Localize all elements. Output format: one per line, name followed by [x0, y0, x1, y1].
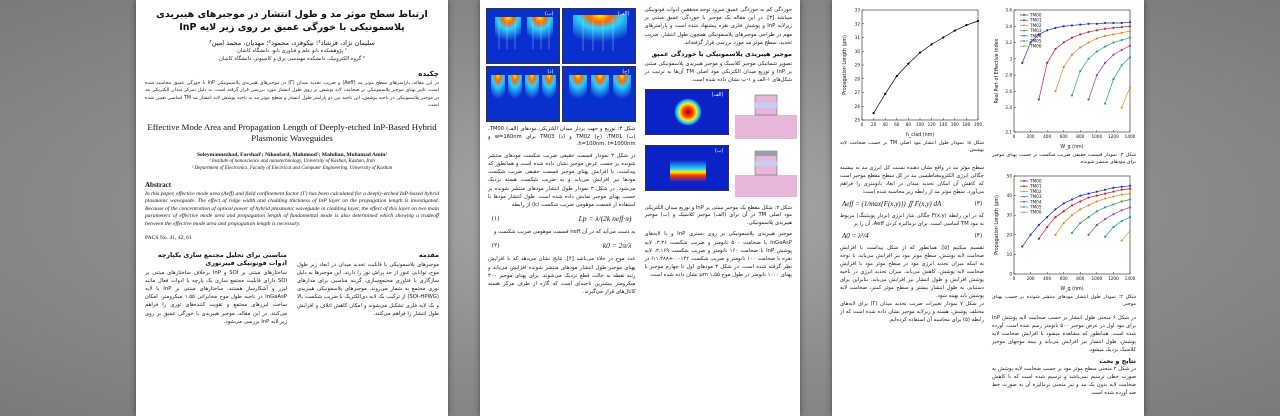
x-tick-label: 1000 — [1091, 134, 1103, 139]
x-tick-label: 200 — [1026, 134, 1035, 139]
chart-propagation-vs-cladding — [840, 4, 984, 140]
page3-text-c: تقسیم میکنیم [۵]. همانطور که از شکل پیداست با افزایش ضخامت لایه پوشش، سطح موثر مود نیز افزایش می‌یابد. با توجه به اینکه میزان تحدید انرژی مود در سطح موثر مود با افزایش ضخامت لایه پوشش، کاهش می‌یابد. میزان تحدید انرژی در ناحیه پوشش افزایش و طول انتشار نیز افزایش می‌یابد. بنابراین برای دستیابی به طول انتشار بیشتر و سطح موثر کمتر، ضخامت لایه پوشش باید بهینه شود. — [840, 245, 984, 299]
data-point-tm05 — [1129, 56, 1131, 58]
legend-label: TM02 — [1030, 22, 1042, 28]
data-point-tm02 — [1063, 66, 1065, 68]
y-tick-label: 2.8 — [1005, 72, 1012, 78]
equation-1 — [492, 214, 632, 223]
legend-marker — [1023, 211, 1025, 213]
data-point-tm03 — [1087, 58, 1089, 60]
data-point-tm01 — [1096, 29, 1098, 31]
data-point-tm04 — [1104, 62, 1106, 64]
figure-2b-label: (ب) — [714, 147, 724, 154]
page3-text-b: که در این رابطه F(x,y) چگالی شار انرژی (بردار پوینتینگ) مربوط به مود TM اساسی است. برای نرمالیزه کردن Aeff، آن را بر — [840, 213, 984, 227]
data-point-tm02 — [1063, 222, 1065, 224]
data-point-tm00 — [1054, 27, 1056, 29]
data-point-tm01 — [1104, 193, 1106, 195]
data-point-tm00 — [1079, 195, 1081, 197]
data-point-tm03 — [1079, 222, 1081, 224]
second-column-heading: مناسبی برای تحلیل مجتمع سازی یکپارچه ادوات فوتونیکی فیبرنوری — [157, 250, 287, 267]
legend-marker — [1023, 19, 1025, 21]
x-tick-label: 0 — [860, 122, 864, 127]
data-point-tm00 — [1104, 22, 1106, 24]
data-point-tm04 — [1112, 54, 1114, 56]
data-point-tm06 — [1129, 86, 1131, 88]
data-point-tm05 — [1112, 226, 1114, 228]
legend-marker — [1023, 201, 1025, 203]
data-point-tm02 — [1071, 214, 1073, 216]
second-column-text: ساختارهای مبتنی بر SOI و InP برخلاف ساختارهای مبتنی بر SOI دارای قابلیت مجتمع سازی یک پارچه با ادوات فعال مانند لیزر و آشکارساز هستند. ساختارهای مبتنی بر InP با لایه InGaAsP در ناحیه طول موج مخابراتی ۱.۵۵ میکرومتر، امکان ساخت لیزرهای مجتمع و تقویت کننده‌های نوری را فراهم می‌کنند. در این مقاله، موجبر هیبریدی با خورگی عمیق بر روی زیر لایه InP بررسی می‌شود. — [145, 269, 287, 325]
figure-2-caption: شکل ۲: شکل مقطع یک موجبر مبتنی بر InP و توزیع میدان الکتریکی مود اصلی TM در آن برای (الف) موجبر کلاسیک و (ب) موجبر هیبریدی پلاسمونیکی. — [644, 204, 792, 226]
y-tick-label: 29 — [854, 62, 860, 68]
data-point-tm01 — [1129, 188, 1131, 190]
y-tick-label: 27 — [854, 90, 860, 95]
legend-marker — [1023, 180, 1025, 182]
data-point-tm04 — [1104, 218, 1106, 220]
data-point-tm02 — [1112, 195, 1114, 197]
x-tick-label: 20 — [870, 122, 877, 127]
data-point-tm05 — [1104, 236, 1106, 238]
data-point-tm0 — [942, 36, 944, 38]
data-point-tm01 — [1096, 195, 1098, 197]
x-tick-label: 140 — [939, 122, 948, 127]
data-point-tm03 — [1121, 200, 1123, 202]
y-axis-label: Propagation Length (μm) — [995, 195, 1000, 255]
legend-label: TM05 — [1030, 204, 1042, 210]
x-tick-label: 100 — [916, 122, 924, 127]
y-axis-label: Propagation Length (μm) — [843, 35, 848, 95]
data-point-tm03 — [1112, 41, 1114, 43]
data-point-tm00 — [1104, 189, 1106, 191]
data-point-tm03 — [1104, 46, 1106, 48]
data-point-tm02 — [1079, 208, 1081, 210]
data-point-tm02 — [1054, 90, 1056, 92]
body-columns — [145, 251, 439, 326]
y-tick-label: 3.4 — [1005, 23, 1012, 29]
equation-2-formula: k0 = 2π/λ — [602, 241, 632, 251]
data-point-tm04 — [1129, 45, 1131, 47]
y-tick-label: 28 — [854, 76, 860, 82]
data-point-tm06 — [1121, 240, 1123, 242]
figure-2a-label: (الف) — [711, 91, 724, 98]
legend-label: TM00 — [1030, 178, 1042, 184]
x-axis-label: W_g (nm) — [1060, 287, 1084, 292]
x-tick-label: 40 — [882, 122, 888, 127]
page2-section-heading: موجبر هیبریدی پلاسمونیکی با خوردگی عمیق — [651, 50, 792, 59]
y-tick-label: 2.4 — [1005, 105, 1012, 111]
legend-marker — [1023, 196, 1025, 198]
data-point-tm00 — [1021, 62, 1023, 64]
equation-3-formula: Aeff = (1/max{F(x,y)}) ∬ F(x,y) dA — [842, 200, 942, 208]
x-tick-label: 80 — [905, 122, 912, 127]
mode-profile-classic — [645, 89, 729, 135]
field-map-tm01 — [486, 8, 560, 64]
english-affiliation-2: ² Department of Electronics, Faculty of Electrical and Computer Engineering, University of Kashan — [191, 165, 393, 171]
data-point-tm04 — [1112, 213, 1114, 215]
y-tick-label: 3.6 — [1005, 7, 1012, 13]
persian-title: ارتباط سطح موثر مد و طول انتشار در موجبرهای هیبریدی پلاسمونیکی با خورگی عمیق بر روی زیر لایه InP — [156, 9, 428, 33]
x-tick-label: 1000 — [1091, 276, 1103, 281]
legend-label: TM03 — [1030, 28, 1042, 34]
x-tick-label: 60 — [894, 122, 900, 127]
x-tick-label: 1200 — [1108, 134, 1119, 139]
data-point-tm00 — [1121, 186, 1123, 188]
legend-marker — [1023, 35, 1025, 37]
data-point-tm00 — [1112, 22, 1114, 24]
y-axis-label: Real Part of Effective Index — [995, 38, 1000, 104]
persian-abstract-heading: چکیده — [418, 69, 439, 78]
data-point-tm01 — [1038, 238, 1040, 240]
pacs-numbers: PACS No. 41, 42, 61 — [145, 234, 192, 241]
x-tick-label: 200 — [974, 122, 982, 127]
equation-1-number: (۱) — [492, 216, 500, 223]
data-point-tm00 — [1129, 21, 1131, 23]
data-point-tm00 — [1071, 198, 1073, 200]
persian-affiliation-2: ² گروه الکترونیک، دانشکده مهندسی برق و کامپیوتر، دانشگاه کاشان — [218, 55, 366, 62]
equation-2-number: (۲) — [492, 243, 500, 250]
data-point-tm06 — [1121, 107, 1123, 109]
field-map-tm00 — [562, 8, 636, 64]
english-authors: Soleymannezhad, Farshad¹; Nikoofard, Mahmood²; Mahdian, Mohamad Amin² — [196, 151, 388, 158]
persian-abstract: در این مقاله، پارامترهای سطح موثر مد (Aeff) و ضریب تحدید میدان (Γ) در موجبرهای هیبریدی پلاسمونیکی InP با خورگی عمیق محاسبه شده است. تاثیر پهنای موجبر پلاسمونیکی بر ضخامت لایه پوشش بر روی طول انتشار مورد بررسی قرار گرفته است. به دلیل تمرکز میدان الکتریکی مد در موجبر پلاسمونیکی در ناحیه پوشش، این ناحیه بین دو پارامتر طول انتشار و سطح موثر مد به ناحیه پوشش لایه انتشار مد TM اساسی تعیین شده است. — [145, 81, 439, 109]
data-point-tm02 — [1087, 41, 1089, 43]
y-tick-label: 2.6 — [1005, 88, 1012, 94]
data-point-tm01 — [1046, 62, 1048, 64]
data-point-tm0 — [884, 93, 886, 95]
paper-page-2 — [480, 0, 800, 416]
field-map-label-d: (د) — [547, 69, 554, 75]
x-tick-label: 400 — [1043, 134, 1052, 139]
paper-page-1 — [136, 0, 448, 416]
data-point-tm03 — [1112, 203, 1114, 205]
data-point-tm02 — [1129, 193, 1131, 195]
y-tick-label: 3 — [1009, 56, 1012, 62]
data-point-tm00 — [1038, 224, 1040, 226]
page3-text-f: در شکل ۲ منحنی سطح موثر مود بر حسب ضخامت لایه پوشش به صورت خطی ترسیم نمی‌باشد و ترسیم شده است که با کاهش ضخامت لایه بدون یک مد و نیز منحنی نرمالیزه آن به صورت خط ضد آورده شده است. — [992, 366, 1136, 396]
field-map-label-a: (الف) — [617, 11, 630, 17]
persian-affiliation-1: ¹ پژوهشکده نانو علم و فناوری نانو، دانشگاه کاشان — [237, 48, 347, 54]
data-point-tm05 — [1121, 64, 1123, 66]
data-point-tm03 — [1096, 210, 1098, 212]
chart3-caption: شکل ۴: نمودار طول انتشار مودهای منتشر شونده بر حسب پهنای موجبر. — [992, 294, 1137, 307]
mode-profile-hybrid — [645, 145, 729, 191]
data-point-tm00 — [1129, 185, 1131, 187]
data-point-tm00 — [1021, 245, 1023, 247]
y-tick-label: 10 — [1006, 251, 1012, 257]
page3-right-column — [992, 4, 1136, 397]
data-point-tm00 — [1096, 191, 1098, 193]
data-point-tm03 — [1129, 37, 1131, 39]
data-point-tm0 — [896, 75, 898, 77]
legend-label: TM03 — [1030, 194, 1042, 200]
english-affiliation-1: ¹ Institute of nanoscience and nanotechnology, University of Kashan, Kashan, Iran — [209, 158, 375, 164]
x-tick-label: 0 — [1012, 134, 1016, 139]
results-heading: نتایج و بحث — [1099, 357, 1136, 365]
persian-authors: سلیمان نژاد، فرشاد¹؛ نیکوفرد، محمود²؛ مهدیان، محمد امین² — [209, 39, 375, 47]
data-point-tm0 — [954, 30, 956, 32]
data-point-tm02 — [1121, 194, 1123, 196]
intro-text: موجبرهای پلاسمونیکی با قابلیت تحدید میدان در ابعاد زیر طول موج، توانایی عبور از حد پراش نور را دارند. این موجبرها به دلیل سازگاری با فناوری مجتمع‌سازی، گزینه مناسبی برای مدارهای نوری مجتمع به شمار می‌روند. موجبرهای پلاسمونیکی هیبریدی (SOI-HPWG) از ترکیب یک لایه دی‌الکتریک با ضریب شکست بالا و یک لایه فلزی تشکیل می‌شوند و امکان کاهش اتلاف و افزایش طول انتشار را فراهم می‌کنند. — [297, 261, 439, 317]
chart2-caption: شکل ۳: نمودار قسمت حقیقی ضریب شکست بر حسب پهنای موجبر برای مودهای منتشر شونده. — [992, 152, 1136, 165]
paper-page-3 — [832, 0, 1144, 416]
data-point-tm03 — [1129, 198, 1131, 200]
equation-4-number: (۴) — [974, 233, 982, 239]
figure-2 — [645, 89, 793, 201]
data-point-tm03 — [1087, 216, 1089, 218]
data-point-tm04 — [1096, 74, 1098, 76]
data-point-tm01 — [1071, 204, 1073, 206]
page2-right-column — [645, 6, 793, 296]
intro-column — [297, 251, 439, 326]
legend-label: TM04 — [1030, 33, 1042, 39]
legend-label: TM01 — [1030, 17, 1042, 23]
x-tick-label: 1400 — [1124, 134, 1136, 139]
legend-marker — [1023, 191, 1025, 193]
data-point-tm00 — [1046, 216, 1048, 218]
data-point-tm05 — [1112, 78, 1114, 80]
legend-label: TM00 — [1030, 12, 1042, 18]
data-point-tm02 — [1112, 33, 1114, 35]
legend-label: TM02 — [1030, 188, 1042, 194]
x-axis-label: W_g (nm) — [1060, 145, 1084, 150]
chart1-caption: شکل ۵: نمودار طول انتشار مود اصلی TM بر حسب ضخامت لایه پوشش. — [840, 140, 984, 153]
data-point-tm0 — [873, 112, 875, 114]
x-tick-label: 600 — [1059, 134, 1068, 139]
data-point-tm04 — [1087, 98, 1089, 100]
legend-marker — [1023, 30, 1025, 32]
data-point-tm00 — [1046, 29, 1048, 31]
x-tick-label: 600 — [1059, 276, 1068, 281]
legend-label: TM05 — [1030, 38, 1042, 44]
data-point-tm0 — [965, 24, 967, 26]
data-point-tm01 — [1087, 196, 1089, 198]
data-point-tm01 — [1054, 216, 1056, 218]
equation-3 — [842, 200, 982, 208]
page3-text-d: در شکل ۷ نمودار تغییرات ضریب تحدید میدان (Γ) برای لایه‌های مختلف پوشش، هسته و زیرلایه موجبر نشان داده شده است که از رابطه (۵) برای محاسبه آن استفاده کرده‌ایم. — [840, 301, 984, 323]
x-tick-label: 180 — [962, 122, 971, 127]
data-point-tm02 — [1087, 204, 1089, 206]
y-tick-label: 30 — [1006, 212, 1012, 218]
field-map-tm02 — [562, 66, 636, 122]
y-tick-label: 33 — [854, 7, 860, 13]
data-point-tm01 — [1046, 226, 1048, 228]
data-point-tm00 — [1063, 202, 1065, 204]
data-point-tm01 — [1112, 191, 1114, 193]
data-point-tm03 — [1104, 206, 1106, 208]
data-point-tm02 — [1079, 46, 1081, 48]
page3-text-e: در شکل ۶ منحنی طول انتشار بر حسب ضخامت لایه پوشش InP برای مود اول در عرض موجبر ۵۰۰ نانومتر رسم شده است. آورده شده است. همانطور که مشاهده میشود با افزایش ضخامت لایه پوشش، طول انتشار نیز افزایش می‌یابد و نیمه موجهای موجبر کلاسیک نزدیک میشود. — [992, 315, 1136, 353]
data-point-tm03 — [1096, 50, 1098, 52]
data-point-tm02 — [1096, 37, 1098, 39]
y-tick-label: 31 — [854, 35, 860, 40]
data-point-tm00 — [1112, 187, 1114, 189]
page2-left-column — [488, 6, 636, 296]
geometry-hybrid — [735, 147, 797, 201]
legend-label: TM01 — [1030, 183, 1042, 189]
y-tick-label: 30 — [854, 48, 860, 54]
english-title: Effective Mode Area and Propagation Length of Deeply-etched InP-Based Hybrid Plasmonic Waveguides — [147, 121, 437, 143]
data-point-tm00 — [1029, 234, 1031, 236]
data-point-tm01 — [1079, 33, 1081, 35]
data-point-tm04 — [1129, 206, 1131, 208]
x-tick-label: 400 — [1043, 276, 1052, 281]
data-point-tm01 — [1121, 26, 1123, 28]
equation-1-text: به دست می‌آید که در آن neff قسمت موهومی ضریب شکست و — [493, 229, 636, 236]
x-tick-label: 1400 — [1124, 276, 1136, 281]
legend-marker — [1023, 206, 1025, 208]
y-tick-label: 25 — [854, 117, 860, 123]
data-point-tm06 — [1129, 230, 1131, 232]
intro-heading: مقدمه — [418, 250, 439, 259]
legend-marker — [1023, 40, 1025, 42]
figure-3-caption: شکل ۳: توزیع و جهت بردار میدان الکتریکی مودهای (الف) TM00، (ب) TM01، (ج) TM02 و (د) TM03 برای w=160nm و h=100nm، t=1000nm. — [488, 126, 636, 148]
data-point-tm04 — [1121, 49, 1123, 51]
y-tick-label: 32 — [854, 21, 860, 27]
data-point-tm02 — [1071, 54, 1073, 56]
x-tick-label: 160 — [950, 122, 959, 127]
english-abstract: In this paper, effective mode area (Aeff) and field confinement factor (Γ) has been calculated for a deeply-etched InP-based hybrid plasmonic waveguide. The effect of ridge width and cladding thickness of InP layer on the propagation length is investigated. Because of the concentration of optical power of hybrid plasmonic waveguide in cladding layer, the effect of this layer on two main parameters of effective mode area and propagation length of fundamental mode is also determined which showing a tradeoff between the effective mode area and propagation length is necessary. — [145, 190, 439, 227]
data-point-tm00 — [1121, 22, 1123, 24]
english-abstract-heading: Abstract — [145, 180, 172, 189]
data-point-tm02 — [1104, 197, 1106, 199]
data-point-tm0 — [919, 52, 921, 54]
page2-body-text: در شکل ۳ نمودار قسمت حقیقی ضریب شکست مودهای منتشر شونده بر حسب عرض موجبر نشان داده شده است و همانطور که پیداست، با افزایش پهنای موجبر قسمت حقیقی ضریب شکست مودها نیز افزایش می‌یابد و به ضریب شکست هسته نزدیک می‌شود. در شکل ۳ نمودار طول انتشار مودهای منتشر شونده بر حسب پهنای موجبر نمایش داده شده است. طول انتشار مودها با استفاده از قسمت موهومی ضریب شکست (k) از رابطه — [488, 152, 636, 208]
field-map-label-b: (ب) — [544, 11, 554, 17]
data-point-tm03 — [1071, 94, 1073, 96]
legend-label: TM06 — [1030, 209, 1042, 215]
equation-4 — [842, 232, 982, 240]
data-point-tm05 — [1129, 216, 1131, 218]
y-tick-label: 20 — [1006, 232, 1012, 238]
data-point-tm04 — [1121, 209, 1123, 211]
data-point-tm02 — [1121, 32, 1123, 34]
data-point-tm01 — [1104, 28, 1106, 30]
equation-2 — [492, 241, 632, 250]
data-point-tm00 — [1096, 23, 1098, 25]
legend-marker — [1023, 45, 1025, 47]
page2-right-text: موجبر هیبریدی پلاسمونیکی بر روی بستری InP و با لایه‌های InGaAsP با ضخامت ۵۰۰ نانومتر و ضریب شکست ۳.۳۶، لایه پوشش InP با ضخامت ۱۶۰ نانومتر و ضریب شکست ۳.۱۶۹، لایه نقره با ضخامت ۱۰۰ نانومتر و ضریب شکست ۰.۰۱۴۲+i۱۱.۳۸۸ در نظر گرفته شده است. در شکل ۳ مودهای اول تا چهارم موجبر با پهنای ۱۰۰۰ نانومتر در طول موج ۱.۵۵ μm نشان داده شده است. — [644, 231, 792, 279]
data-point-tm0 — [931, 43, 933, 45]
data-point-tm0 — [907, 63, 909, 65]
equation-1-formula: Lp = λ/(2k neff·π) — [578, 214, 632, 224]
data-point-tm04 — [1096, 224, 1098, 226]
legend-label: TM04 — [1030, 199, 1042, 205]
equation-4-formula: A0 = λ²/4 — [842, 232, 869, 240]
x-tick-label: 0 — [1012, 276, 1016, 281]
data-point-tm00 — [1087, 23, 1089, 25]
data-point-tm01 — [1121, 189, 1123, 191]
x-tick-label: 1200 — [1108, 276, 1119, 281]
data-point-tm03 — [1071, 232, 1073, 234]
data-point-tm02 — [1104, 35, 1106, 37]
data-point-tm00 — [1079, 24, 1081, 26]
data-point-tm01 — [1063, 210, 1065, 212]
equation-3-number: (۳) — [974, 201, 982, 207]
data-point-tm01 — [1054, 48, 1056, 50]
data-point-tm00 — [1071, 24, 1073, 26]
data-point-tm01 — [1079, 200, 1081, 202]
figure-3-field-maps — [486, 8, 636, 122]
second-column — [145, 251, 287, 326]
data-point-tm00 — [1063, 25, 1065, 27]
y-tick-label: 26 — [854, 103, 860, 109]
y-tick-label: 40 — [1006, 193, 1012, 199]
field-map-label-c: (ج) — [622, 69, 630, 75]
data-point-tm03 — [1079, 70, 1081, 72]
x-axis-label: h_clad (nm) — [905, 133, 935, 138]
data-point-tm02 — [1129, 30, 1131, 32]
y-tick-label: 3.2 — [1005, 40, 1012, 46]
chart-effective-index-vs-width — [992, 4, 1136, 152]
legend-marker — [1023, 14, 1025, 16]
page2-top-text: خوردگی کم به خوردگی عمیق سرود توجه محققین ادوات فوتونیکی میباشد [۳]. در این مقاله یک موجبر با خوردگی عمیق مبتنی بر زیرلایه InP و پوشش فلزی نقره پیشنهاد شده است و پارامترهای مهم در طراحی موجبرهای پلاسمونیکی همچون طول انتشار، ضریب تحدید، سطح موثر مد مورد بررسی قرار گرفته‌اند. — [644, 7, 792, 46]
data-point-tm01 — [1038, 98, 1040, 100]
page2-section-text: تصویر شماتیکی موجبر کلاسیک و موجبر هیبریدی پلاسمونیکی مبتنی بر InP و توزیع میدان الکتریکی مود اصلی TM آن‌ها به ترتیب در شکل‌های ۱-الف و ۱-ب نشان داده شده است. — [644, 61, 792, 84]
data-point-tm03 — [1121, 39, 1123, 41]
page3-text-a: سطح موثر مد در واقع نشان دهنده نسبت کل انرژی مد به بیشینه چگالی انرژی الکترومغناطیسی مد در کل سطح مقطع موجبر است که کاهش آن امکان تحدید میدان در ابعاد نانومتری را فراهم می‌آورد. سطح موثر مد از رابطه زیر محاسبه شده است: — [840, 165, 984, 195]
data-point-tm00 — [1087, 193, 1089, 195]
x-tick-label: 200 — [1026, 276, 1035, 281]
y-tick-label: 0 — [1009, 271, 1012, 277]
data-point-tm01 — [1129, 25, 1131, 27]
legend-label: TM06 — [1030, 43, 1042, 49]
data-point-tm0 — [977, 20, 979, 22]
data-point-tm02 — [1054, 234, 1056, 236]
data-point-tm01 — [1063, 41, 1065, 43]
page3-left-column — [840, 4, 984, 397]
data-point-tm01 — [1071, 37, 1073, 39]
legend-marker — [1023, 185, 1025, 187]
geometry-classic — [735, 89, 797, 143]
data-point-tm05 — [1121, 220, 1123, 222]
y-tick-label: 50 — [1006, 173, 1012, 179]
x-tick-label: 800 — [1076, 134, 1085, 139]
data-point-tm04 — [1087, 234, 1089, 236]
data-point-tm01 — [1112, 27, 1114, 29]
y-tick-label: 2.1 — [1005, 129, 1012, 135]
chart-propagation-vs-width — [992, 170, 1136, 294]
data-point-tm01 — [1087, 31, 1089, 33]
x-tick-label: 120 — [927, 122, 936, 127]
data-point-tm00 — [1054, 208, 1056, 210]
page2-body-text-2: عدد موج در خلاء می‌باشد [۴]. نتایج نشان می‌دهد که با افزایش پهنای موجبر طول انتشار مودهای منتشر شونده افزایش می‌یابد و رتبه نقطه به حالت قطع نزدیک می‌شوند. برای پهنای موجبر ۳۰۰ میکرومتر بیشترین ناحیه‌ای است که گازه از طرف مرکز هسته کانال‌های قرار می‌گیرند. — [488, 256, 636, 296]
legend-marker — [1023, 25, 1025, 27]
field-map-tm03 — [486, 66, 560, 122]
data-point-tm02 — [1096, 200, 1098, 202]
x-tick-label: 800 — [1076, 276, 1085, 281]
data-point-tm05 — [1104, 102, 1106, 104]
